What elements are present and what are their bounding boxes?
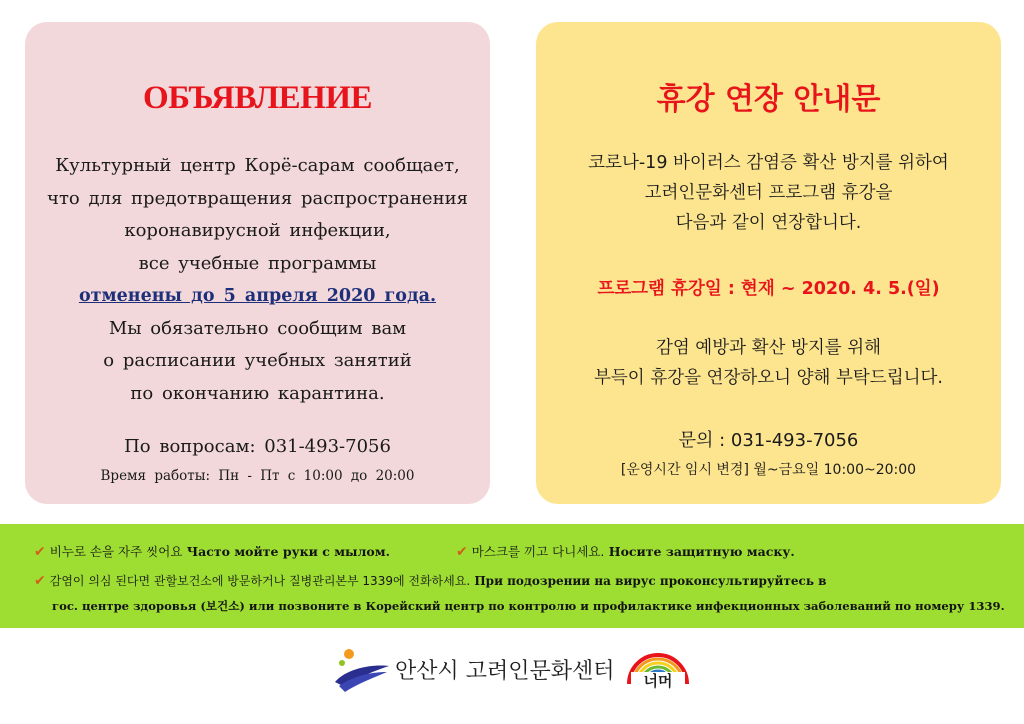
tip-wash-hands bbox=[34, 542, 390, 560]
tip-wear-mask bbox=[456, 542, 795, 560]
korean-notice-title: 휴강 연장 안내문 bbox=[656, 82, 881, 117]
russian-notice-contact: По вопросам: 031-493-7056 bbox=[124, 436, 391, 457]
russian-notice-cancel-date: отменены до 5 апреля 2020 года. bbox=[78, 286, 437, 306]
korean-notice-line: 다음과 같이 연장합니다. bbox=[675, 213, 862, 233]
russian-notice-line: по окончанию карантина. bbox=[130, 382, 385, 404]
tip-call-1339 bbox=[34, 572, 826, 589]
korean-notice-line: 감염 예방과 확산 방지를 위해 bbox=[655, 338, 882, 358]
russian-notice-line: все учебные программы bbox=[138, 252, 377, 274]
russian-notice-line: Мы обязательно сообщим вам bbox=[108, 317, 407, 339]
tip-ko-text: 마스크를 끼고 다니세요. bbox=[471, 544, 605, 559]
korean-notice-line: 코로나-19 바이러스 감염증 확산 방지를 위하여 bbox=[588, 153, 949, 173]
center-logo bbox=[333, 646, 693, 696]
russian-notice-line: о расписании учебных занятий bbox=[103, 350, 412, 371]
korean-notice-body-2 bbox=[536, 333, 1001, 393]
russian-notice-line: коронавирусной инфекции, bbox=[124, 220, 391, 241]
russian-notice-title: ОБЪЯВЛЕНИЕ bbox=[142, 80, 373, 116]
hygiene-tips-band bbox=[0, 524, 1024, 628]
center-name: 안산시 고려인문화센터 bbox=[395, 659, 615, 684]
korean-notice-line: 고려인문화센터 프로그램 휴강을 bbox=[644, 183, 893, 203]
badge-text: 너머 bbox=[643, 672, 673, 690]
korean-notice-period: 프로그램 휴강일 : 현재 ~ 2020. 4. 5.(일) bbox=[597, 279, 940, 299]
russian-notice-body bbox=[25, 150, 490, 410]
korean-notice-panel bbox=[536, 22, 1001, 504]
tip-ru-text: Часто мойте руки с мылом. bbox=[186, 544, 390, 559]
tip-ko-text: 비누로 손을 자주 씻어요 bbox=[49, 544, 183, 559]
korean-notice-line: 부득이 휴강을 연장하오니 양해 부탁드립니다. bbox=[593, 368, 943, 388]
check-icon: ✔ bbox=[34, 573, 46, 589]
neomeo-badge-logo bbox=[625, 650, 691, 690]
russian-notice-line: Культурный центр Корё-сарам сообщает, bbox=[55, 155, 460, 176]
tip-ru-text: При подозрении на вирус проконсультируйтесь в bbox=[474, 574, 827, 588]
check-icon: ✔ bbox=[456, 544, 468, 560]
check-icon: ✔ bbox=[34, 544, 46, 560]
russian-notice-panel bbox=[25, 22, 490, 504]
tip-ru-text: Носите защитную маску. bbox=[608, 544, 795, 559]
ansan-city-emblem-icon bbox=[333, 646, 393, 696]
tip-ko-text: 감염이 의심 된다면 관할보건소에 방문하거나 질병관리본부 1339에 전화하세요. bbox=[49, 574, 471, 588]
korean-notice-body bbox=[536, 148, 1001, 238]
footer bbox=[0, 628, 1024, 724]
tip-call-1339-continued: гос. центре здоровья (보건소) или позвоните в Корейский центр по контролю и профилактике инфекционных заболеваний по номеру 1339. bbox=[52, 599, 1005, 613]
korean-notice-contact: 문의 : 031-493-7056 bbox=[678, 430, 859, 451]
korean-notice-hours: [운영시간 임시 변경] 월~금요일 10:00~20:00 bbox=[620, 462, 917, 478]
russian-notice-line: что для предотвращения распространения bbox=[47, 187, 468, 209]
russian-notice-hours: Время работы: Пн - Пт с 10:00 до 20:00 bbox=[100, 468, 415, 484]
